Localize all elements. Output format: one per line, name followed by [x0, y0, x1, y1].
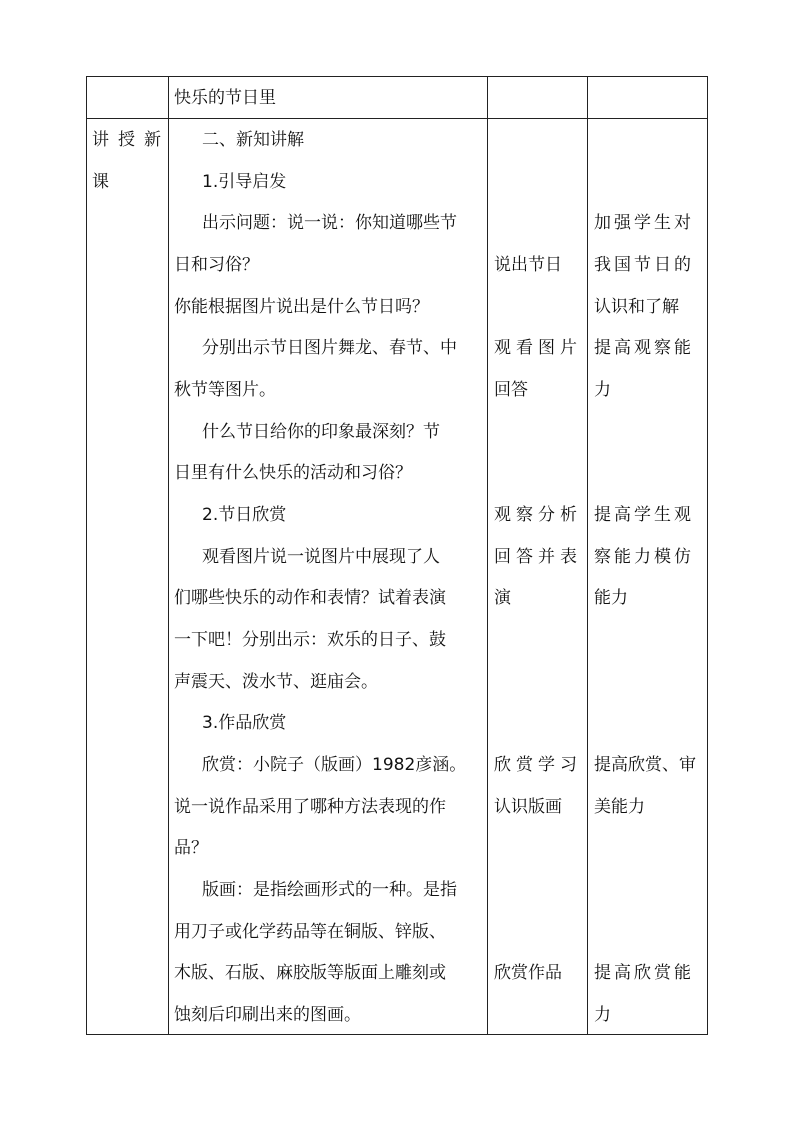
- stage-label-line: 课: [92, 172, 109, 192]
- table-col-divider-3: [587, 76, 588, 1035]
- student-activity: 回答: [494, 380, 528, 400]
- paragraph-line: 日和习俗？: [174, 255, 259, 275]
- student-activity: 观看图片: [494, 338, 582, 358]
- section-heading: 二、新知讲解: [202, 130, 304, 150]
- paragraph-line: 出示问题：说一说：你知道哪些节: [202, 213, 457, 233]
- table-border-top: [86, 76, 708, 77]
- design-intent: 提高观察能: [594, 338, 694, 358]
- design-intent: 提高欣赏能: [594, 963, 694, 983]
- student-activity: 回答并表: [494, 547, 582, 567]
- table-row-divider: [86, 118, 708, 119]
- paragraph-line: 欣赏：小院子（版画）1982彦涵。: [202, 755, 467, 775]
- design-intent: 能力: [594, 588, 628, 608]
- paragraph-line: 品？: [174, 838, 208, 858]
- lesson-title-cell: 快乐的节日里: [174, 88, 276, 108]
- paragraph-line: 秋节等图片。: [174, 380, 276, 400]
- design-intent: 美能力: [594, 797, 645, 817]
- paragraph-line: 们哪些快乐的动作和表情？试着表演: [174, 588, 446, 608]
- design-intent: 提高学生观: [594, 505, 694, 525]
- student-activity: 认识版画: [494, 797, 562, 817]
- paragraph-line: 木版、石版、麻胶版等版面上雕刻或: [174, 963, 446, 983]
- table-border-right: [707, 76, 708, 1035]
- student-activity: 说出节日: [494, 255, 562, 275]
- table-border-left: [86, 76, 87, 1035]
- table-border-bottom: [86, 1034, 708, 1035]
- paragraph-line: 说一说作品采用了哪种方法表现的作: [174, 797, 446, 817]
- paragraph-line: 版画：是指绘画形式的一种。是指: [202, 880, 457, 900]
- student-activity: 欣赏学习: [494, 755, 582, 775]
- design-intent: 提高欣赏、审: [594, 755, 696, 775]
- design-intent: 我国节日的: [594, 255, 694, 275]
- paragraph-line: 观看图片说一说图片中展现了人: [202, 547, 440, 567]
- paragraph-line: 蚀刻后印刷出来的图画。: [174, 1005, 361, 1025]
- design-intent: 认识和了解: [594, 297, 679, 317]
- design-intent: 力: [594, 1005, 611, 1025]
- student-activity: 演: [494, 588, 511, 608]
- paragraph-line: 日里有什么快乐的活动和习俗？: [174, 463, 412, 483]
- paragraph-line: 分别出示节日图片舞龙、春节、中: [202, 338, 457, 358]
- table-col-divider-2: [487, 76, 488, 1035]
- paragraph-line: 用刀子或化学药品等在铜版、锌版、: [174, 922, 446, 942]
- paragraph-line: 你能根据图片说出是什么节日吗？: [174, 297, 429, 317]
- design-intent: 力: [594, 380, 611, 400]
- step-heading: 3.作品欣赏: [202, 713, 287, 733]
- paragraph-line: 什么节日给你的印象最深刻？节: [202, 422, 440, 442]
- student-activity: 观察分析: [494, 505, 582, 525]
- student-activity: 欣赏作品: [494, 963, 562, 983]
- paragraph-line: 声震天、泼水节、逛庙会。: [174, 672, 378, 692]
- design-intent: 加强学生对: [594, 213, 694, 233]
- stage-label: [92, 130, 170, 150]
- step-heading: 2.节日欣赏: [202, 505, 287, 525]
- stage-label-line: 讲授新: [92, 130, 170, 150]
- table-col-divider-1: [168, 76, 169, 1035]
- paragraph-line: 一下吧！分别出示：欢乐的日子、鼓: [174, 630, 446, 650]
- step-heading: 1.引导启发: [202, 172, 287, 192]
- design-intent: 察能力模仿: [594, 547, 694, 567]
